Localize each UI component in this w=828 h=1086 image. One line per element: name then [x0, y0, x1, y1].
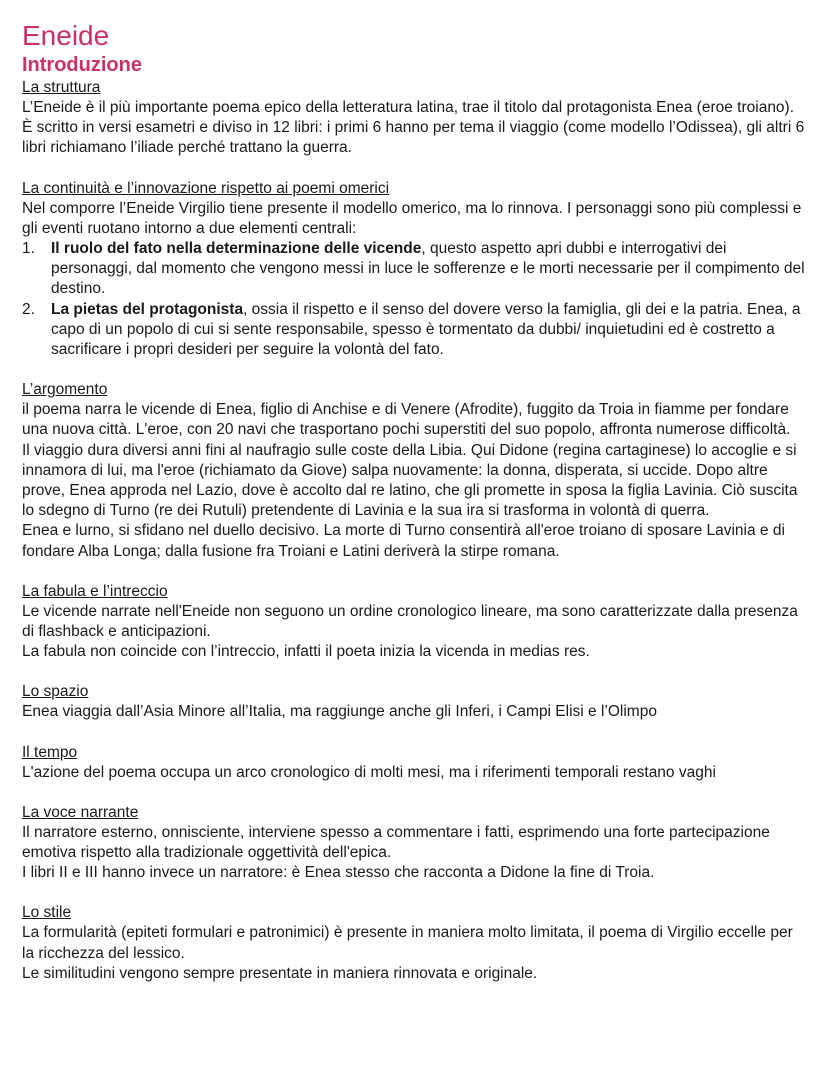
section-heading: Lo stile: [22, 904, 72, 922]
section-heading: La continuità e l’innovazione rispetto ai poemi omerici: [22, 179, 390, 197]
section-heading: Il tempo: [22, 743, 78, 761]
paragraph: La formularità (epiteti formulari e patronimici) è presente in maniera molto limitata, il poema di Virgilio eccelle per la ricchezza del lessico.: [22, 924, 793, 962]
section-heading: L’argomento: [22, 381, 108, 399]
section-argomento: [22, 380, 806, 562]
paragraph: I libri II e III hanno invece un narratore: è Enea stesso che racconta a Didone la fine di Troia.: [22, 864, 655, 882]
section-struttura: [22, 78, 806, 159]
paragraph: Il viaggio dura diversi anni fini al naufragio sulle coste della Libia. Qui Didone (regina cartaginese) lo accoglie e si innamora di lui, ma l'eroe (richiamato da Giove) salpa nuovamente: la donna, disperata, si uccide. Dopo altre prove, Enea approda nel Lazio, dove è accolto dal re latino, che gli promette in sposa la figlia Lavinia. Ciò suscita lo sdegno di Turno (re dei Rutuli) pretendente di Lavinia e la sua ira si trasforma in volontà di querra.: [22, 441, 798, 520]
section-heading: Lo spazio: [22, 683, 89, 701]
paragraph: L'azione del poema occupa un arco cronologico di molti mesi, ma i riferimenti temporali restano vaghi: [22, 763, 716, 781]
section-tempo: [22, 743, 806, 783]
section-stile: [22, 903, 806, 984]
paragraph: L’Eneide è il più importante poema epico della letteratura latina, trae il titolo dal protagonista Enea (eroe troiano). È scritto in versi esametri e diviso in 12 libri: i primi 6 hanno per tema il viaggio (come modello l’Odissea), gli altri 6 libri richiamano l’iliade perché trattano la guerra.: [22, 99, 805, 157]
list-item: [22, 300, 806, 361]
list-item-bold: Il ruolo del fato nella determinazione delle vicende: [51, 240, 422, 258]
list-item-text: , questo aspetto apri dubbi e interrogativi dei personaggi, dal momento che vengono messi in luce le sofferenze e le morti necessarie per il compimento del destino.: [51, 240, 805, 298]
numbered-list: [22, 239, 806, 360]
paragraph: La fabula non coincide con l’intreccio, infatti il poeta inizia la vicenda in medias res.: [22, 643, 590, 661]
section-fabula: [22, 582, 806, 663]
paragraph: Le vicende narrate nell'Eneide non seguono un ordine cronologico lineare, ma sono caratterizzate dalla presenza di flashback e anticipazioni.: [22, 602, 798, 641]
list-item-bold: La pietas del protagonista: [51, 300, 244, 318]
section-heading: La voce narrante: [22, 803, 139, 821]
list-item: [22, 239, 806, 300]
paragraph: Le similitudini vengono sempre presentate in maniera rinnovata e originale.: [22, 964, 538, 982]
doc-title: Eneide: [22, 20, 110, 51]
section-heading: La struttura: [22, 79, 101, 96]
list-item-text: , ossia il rispetto e il senso del dovere verso la famiglia, gli dei e la patria. Enea, a capo di un popolo di cui si sente responsabile, spesso è tormentato da dubbi/ inquietudini ed è costretto a sacrificare i propri desideri per seguire la volontà del fato.: [51, 300, 801, 359]
section-heading: La fabula e l’intreccio: [22, 582, 168, 600]
section-spazio: [22, 682, 806, 722]
section-voce-narrante: [22, 803, 806, 884]
list-number: 1.: [22, 240, 35, 258]
paragraph: Enea viaggia dall’Asia Minore all’Italia, ma raggiunge anche gli Inferi, i Campi Elisi e l’Olimpo: [22, 703, 657, 721]
paragraph: Nel comporre l’Eneide Virgilio tiene presente il modello omerico, ma lo rinnova. I personaggi sono più complessi e gli eventi ruotano intorno a due elementi centrali:: [22, 199, 802, 237]
doc-subtitle: Introduzione: [22, 54, 142, 76]
paragraph: il poema narra le vicende di Enea, figlio di Anchise e di Venere (Afrodite), fuggito da Troia in fiamme per fondare una nuova città. L'eroe, con 20 navi che trasportano pochi superstiti del suo popolo, affronta numerose difficoltà.: [22, 401, 791, 439]
paragraph: Enea e lurno, si sfidano nel duello decisivo. La morte di Turno consentirà all'eroe troiano di sposare Lavinia e di fondare Alba Longa; dalla fusione fra Troiani e Latini deriverà la stirpe romana.: [22, 522, 785, 560]
section-continuita: [22, 179, 806, 361]
paragraph: Il narratore esterno, onnisciente, interviene spesso a commentare i fatti, esprimendo una forte partecipazione emotiva rispetto alla tradizionale oggettività dell'epica.: [22, 823, 770, 862]
list-number: 2.: [22, 300, 35, 318]
